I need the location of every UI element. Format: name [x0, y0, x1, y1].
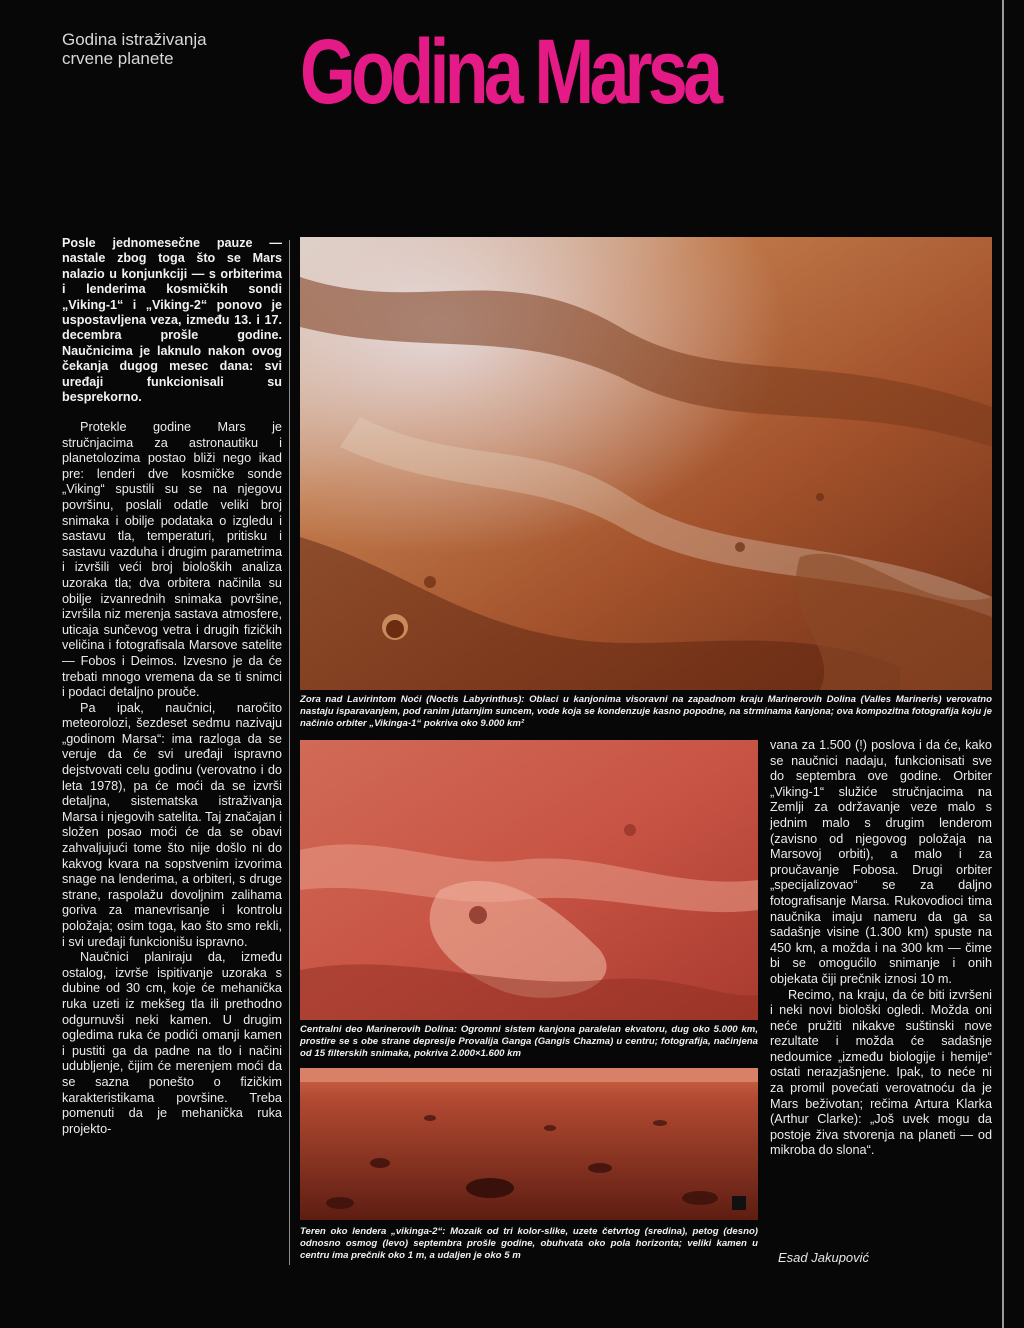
- photo-valles-marineris: [300, 740, 758, 1020]
- caption-noctis-labyrinthus: Zora nad Lavirintom Noći (Noctis Labyrinthus): Oblaci u kanjonima visoravni na zapadnom kraju Marinerovih Dolina (Valles Marineris) verovatno nastaju isparavanjem, pod ranim jutarnjim suncem, vode koja se kondenzuje kasno popodne, na strminama kanjona; ova kompozitna fotografija koju je načinio orbiter „Vikinga-1“ pokriva oko 9.000 km²: [300, 694, 992, 730]
- page-title: Godina Marsa: [300, 21, 719, 123]
- author-signature: Esad Jakupović: [778, 1250, 870, 1265]
- body-paragraph: Protekle godine Mars je stručnjacima za astronautiku i planetolozima postao bliži nego ikad pre: lenderi dve kosmičke sonde „Viking“ spustili su se na njegovu površinu, poslali odatle veliki broj snimaka i obilje podataka o izgledu i sastavu tla, temperaturi, pritisku i sastavu vazduha i drugim parametrima i izvršili veći broj bioloških analiza uzoraka tla; dva orbitera načinila su obilje izvanrednih snimaka površine, izvršila niz merenja sastava atmosfere, uticaja sunčevog vetra i drugih fizičkih veličina i fotografisala Marsove satelite — Fobos i Deimos. Izvesno je da će trebati mnogo vremena da se ti snimci i podaci detaljno prouče.: [62, 420, 282, 700]
- body-paragraph: Naučnici planiraju da, između ostalog, izvrše ispitivanje uzoraka s dubine od 30 cm, koje će mehanička ruka uzeti iz mekšeg tla ili prethodno odgurnuvši neki kamen. U drugim ogledima ruka će podići omanji kamen i pustiti ga da padne na tlo i načini udubljenje, čijim će merenjem moći da se sazna ponešto o fizičkim karakteristikama površine. Treba pomenuti da je mehanička ruka projekto-: [62, 950, 282, 1136]
- photo-noctis-labyrinthus: [300, 237, 992, 690]
- caption-valles-marineris: Centralni deo Marinerovih Dolina: Ogromni sistem kanjona paralelan ekvatoru, dug oko 5.000 km, prostire se s obe strane depresije Provalija Ganga (Gangis Chazma) u centru; fotografija, načinjena od 15 filterskih snimaka, pokriva 2.000×1.600 km: [300, 1024, 758, 1060]
- lead-paragraph: Posle jednomesečne pauze — nastale zbog toga što se Mars nalazio u konjunkciji — s orbiterima i lenderima kosmičkih sondi „Viking-1“ i „Viking-2“ ponovo je uspostavljena veza, između 13. i 17. decembra prošle godine. Naučnicima je laknulo nakon ovog čekanja dugog mesec dana: svi uređaji funkcionisali su besprekorno.: [62, 236, 282, 405]
- caption-viking-2-terrain: Teren oko lendera „vikinga-2“: Mozaik od tri kolor-slike, uzete četvrtog (sredina), petog (desno) odnosno osmog (levo) septembra prošle godine, obuhvata oko pola horizonta; veliki kamen u centru ima prečnik oko 1 m, a udaljen je oko 5 m: [300, 1226, 758, 1262]
- page-edge-rule: [1002, 0, 1004, 1328]
- body-paragraph: vana za 1.500 (!) poslova i da će, kako se naučnici nadaju, funkcionisati sve do septembra ove godine. Orbiter „Viking-1“ služiće stručnjacima na Zemlji za održavanje veze malo s jednim malo s drugim lenderom (zavisno od njegovog položaja na Marsovoj orbiti), a malo i za proučavanje Fobosa. Drugi orbiter „specijalizovao“ se za daljno fotografisanje Marsa. Rukovodioci tima naučnika imaju nameru da ga sa sadašnje visine (1.300 km) spuste na 450 km, a možda i na 300 km — čime bi se omogućilo snimanje i onih objekata čiji prečnik iznosi 10 m.: [770, 738, 992, 986]
- body-paragraph: Pa ipak, naučnici, naročito meteorolozi, šezdeset sedmu nazivaju „godinom Marsa“: ima razloga da se veruje da će svi uređaji ispravno dejstvovati celu godinu (verovatno i do leta 1978), pa će moći da se izvrši detaljna, sistematska istraživanja Marsa i njegovih satelita. Taj značajan i složen posao moći će da se obavi zahvaljujući tome što nije došlo ni do kakvog kvara na sopstvenim izvorima snage na lenderima, a orbiteri, s druge strane, raspolažu dovoljnim zalihama goriva za manevrisanje i kontrolu položaja; osim toga, kao što smo rekli, i svi uređaji funkcionišu ispravno.: [62, 700, 282, 949]
- photo-viking-2-terrain: [300, 1068, 758, 1220]
- body-paragraph: Recimo, na kraju, da će biti izvršeni i neki novi biološki ogledi. Možda oni neće pružiti nikakve suštinski nove rezultate i možda će sadašnje nedoumice „između biologije i hemije“ ostati nerazjašnjene. Ipak, to neće ni za promil povećati verovatnoću da je Mars beživotan; rečima Artura Klarka (Arthur Clarke): „Još uvek mogu da postoje živa stvorenja na planeti — od mikroba do slona“.: [770, 987, 992, 1158]
- kicker-line-2: crvene planete: [62, 49, 174, 68]
- column-rule: [289, 240, 290, 1265]
- kicker: [62, 30, 282, 68]
- body-column-right: [770, 738, 992, 1238]
- body-column-left: [62, 420, 282, 1265]
- kicker-line-1: Godina istraživanja: [62, 30, 207, 49]
